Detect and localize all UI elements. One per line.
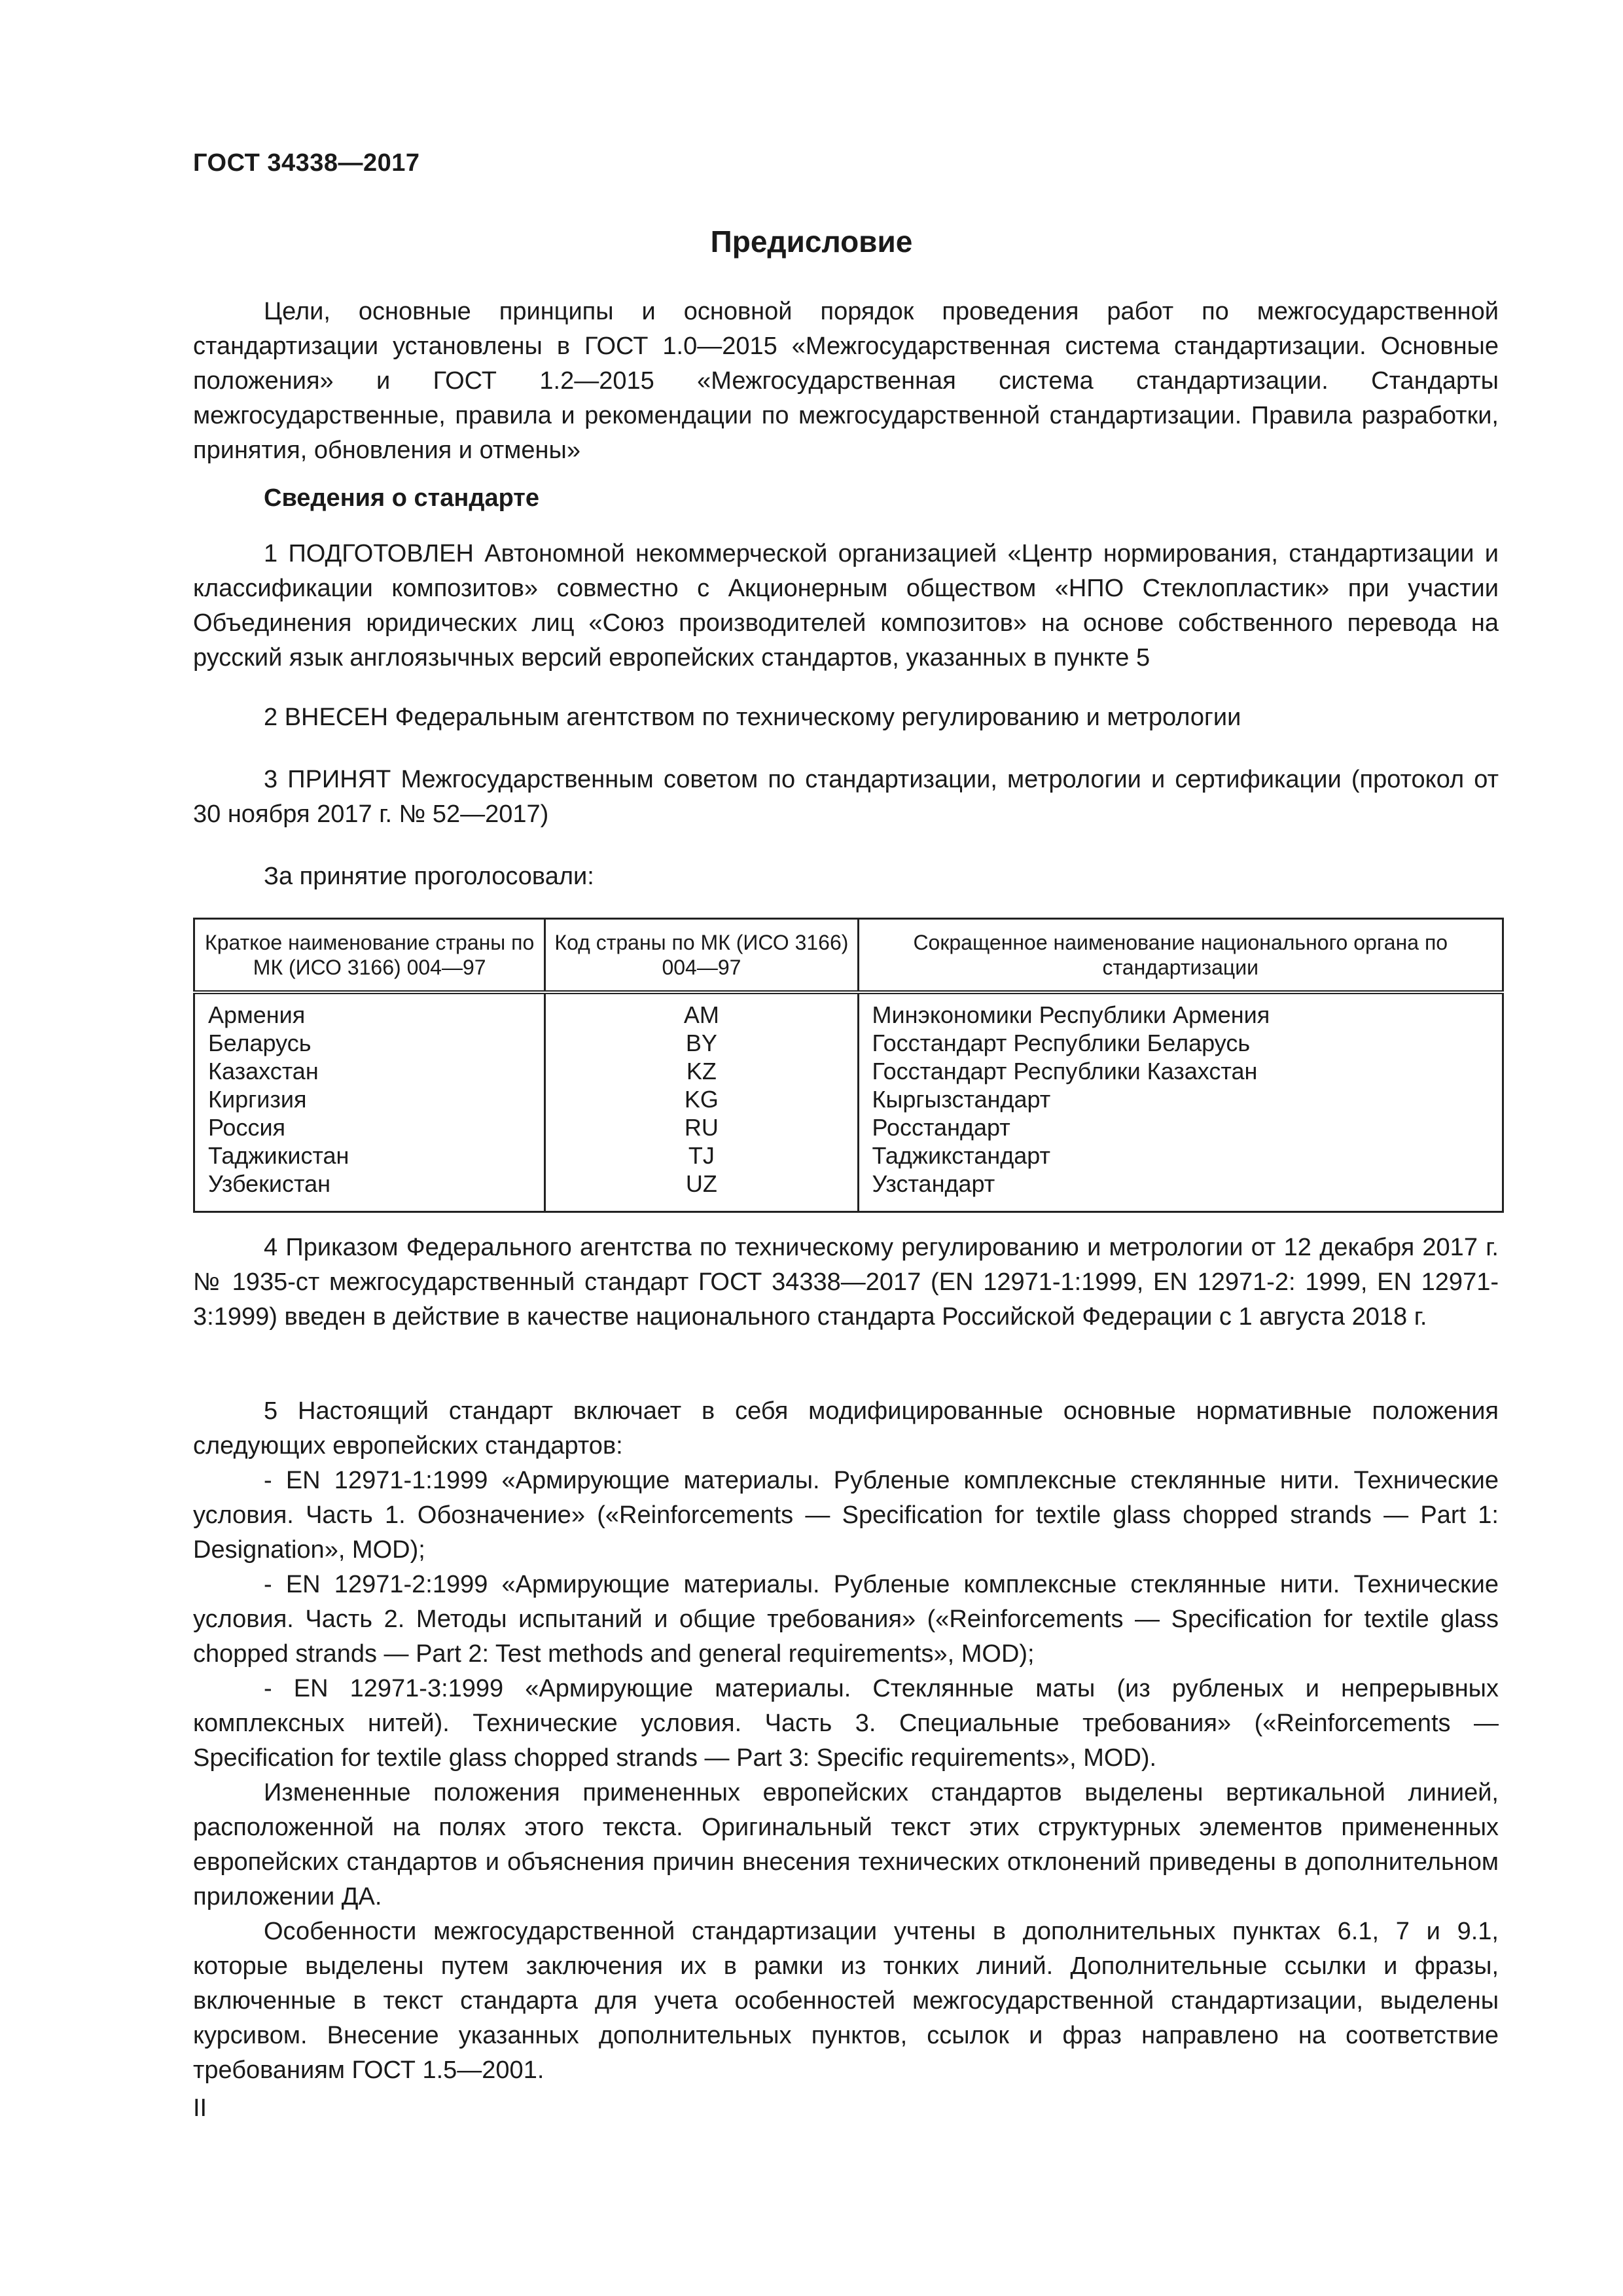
item-5-list-entry-2: - EN 12971-2:1999 «Армирующие материалы. Рубленые комплексные стеклянные нити. Технические условия. Часть 2. Методы испытаний и общие требования» («Reinforcements — Specification for textile glass chopped strands — Part 2: Test methods and general requirements», MOD);	[193, 1571, 1499, 1668]
country-code: AM	[683, 1001, 719, 1028]
country-name: Казахстан	[208, 1058, 319, 1085]
header-national-body: Сокращенное наименование национального органа по стандартизации	[858, 919, 1503, 993]
country-code: KG	[684, 1086, 719, 1113]
country-name: Узбекистан	[208, 1170, 331, 1197]
national-body: Минэкономики Республики Армения	[872, 1001, 1270, 1028]
header-country-code: Код страны по МК (ИСО 3166) 004—97	[545, 919, 858, 993]
item-5-paragraph-1: Измененные положения примененных европейских стандартов выделены вертикальной линией, расположенной на полях этого текста. Оригинальный текст этих структурных элементов примененных европейских стандартов и объяснения причин внесения технических отклонений приведены в дополнительном приложении ДА.	[193, 1779, 1499, 1910]
country-name: Беларусь	[208, 1030, 312, 1056]
code-column	[545, 992, 858, 1212]
intro-paragraph	[193, 295, 1499, 468]
item-2-text: 2 ВНЕСЕН Федеральным агентством по техническому регулированию и метрологии	[264, 704, 1241, 731]
document-id-header: ГОСТ 34338—2017	[193, 149, 420, 177]
section-subheading: Сведения о стандарте	[264, 484, 540, 512]
item-5-paragraph-2: Особенности межгосударственной стандартизации учтены в дополнительных пунктах 6.1, 7 и 9.1, которые выделены путем заключения их в рамки из тонких линий. Дополнительные ссылки и фразы, включенные в текст стандарта для учета особенностей межгосударственной стандартизации, выделены курсивом. Внесение указанных дополнительных пунктов, ссылок и фраз направлено на соответствие требованиям ГОСТ 1.5—2001.	[193, 1918, 1499, 2084]
item-3	[193, 762, 1499, 832]
item-5	[193, 1394, 1499, 2088]
header-country-name: Краткое наименование страны по МК (ИСО 3166) 004—97	[194, 919, 545, 993]
national-body: Госстандарт Республики Беларусь	[872, 1030, 1251, 1056]
page-title: Предисловие	[710, 224, 913, 259]
item-1-text: 1 ПОДГОТОВЛЕН Автономной некоммерческой организацией «Центр нормирования, стандартизации и классификации композитов» совместно с Акционерным обществом «НПО Стеклопластик» при участии Объединения юридических лиц «Союз производителей композитов» на основе собственного перевода на русский язык англоязычных версий европейских стандартов, указанных в пункте 5	[193, 540, 1499, 672]
item-4-text: 4 Приказом Федерального агентства по техническому регулированию и метрологии от 12 декабря 2017 г. № 1935-ст межгосударственный стандарт ГОСТ 34338—2017 (EN 12971-1:1999, EN 12971-2: 1999, EN 12971-3:1999) введен в действие в качестве национального стандарта Российской Федерации с 1 августа 2018 г.	[193, 1234, 1499, 1331]
voting-table	[193, 918, 1504, 1213]
table-body-row	[194, 992, 1503, 1212]
page-number: II	[193, 2094, 207, 2122]
country-column	[194, 992, 545, 1212]
country-code: RU	[684, 1114, 719, 1141]
country-name: Армения	[208, 1001, 306, 1028]
item-5-intro: 5 Настоящий стандарт включает в себя модифицированные основные нормативные положения следующих европейских стандартов:	[193, 1397, 1499, 1460]
national-body: Узстандарт	[872, 1170, 995, 1197]
item-2	[193, 700, 1499, 735]
country-code: KZ	[686, 1058, 717, 1085]
country-name: Таджикистан	[208, 1142, 349, 1169]
intro-text: Цели, основные принципы и основной порядок проведения работ по межгосударственной стандартизации установлены в ГОСТ 1.0—2015 «Межгосударственная система стандартизации. Основные положения» и ГОСТ 1.2—2015 «Межгосударственная система стандартизации. Стандарты межгосударственные, правила и рекомендации по межгосударственной стандартизации. Правила разработки, принятия, обновления и отмены»	[193, 298, 1499, 464]
item-3-text: 3 ПРИНЯТ Межгосударственным советом по стандартизации, метрологии и сертификации (протокол от 30 ноября 2017 г. № 52—2017)	[193, 766, 1499, 828]
country-code: BY	[685, 1030, 717, 1056]
country-code: TJ	[688, 1142, 715, 1169]
item-5-list-entry-3: - EN 12971-3:1999 «Армирующие материалы. Стеклянные маты (из рубленых и непрерывных комплексных нитей). Технические условия. Часть 3. Специальные требования» («Reinforcements — Specification for textile glass chopped strands — Part 3: Specific requirements», MOD).	[193, 1675, 1499, 1772]
item-4	[193, 1230, 1499, 1335]
item-5-list-entry-1: - EN 12971-1:1999 «Армирующие материалы. Рубленые комплексные стеклянные нити. Технические условия. Часть 1. Обозначение» («Reinforcements — Specification for textile glass chopped strands — Part 1: Designation», MOD);	[193, 1467, 1499, 1564]
country-code: UZ	[685, 1170, 717, 1197]
item-1	[193, 537, 1499, 675]
national-body: Госстандарт Республики Казахстан	[872, 1058, 1258, 1085]
national-body: Кыргызстандарт	[872, 1086, 1051, 1113]
vote-label: За принятие проголосовали:	[264, 863, 594, 890]
national-body-column	[858, 992, 1503, 1212]
national-body: Росстандарт	[872, 1114, 1010, 1141]
table-header-row	[194, 919, 1503, 993]
country-name: Россия	[208, 1114, 286, 1141]
country-name: Киргизия	[208, 1086, 307, 1113]
national-body: Таджикстандарт	[872, 1142, 1050, 1169]
